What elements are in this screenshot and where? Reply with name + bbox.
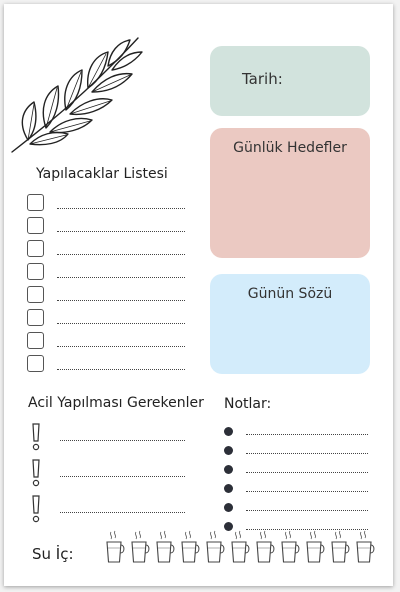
bullet-icon xyxy=(224,484,233,493)
todo-row[interactable] xyxy=(27,286,187,304)
water-cup-icon[interactable] xyxy=(157,531,174,562)
water-cup-icon[interactable] xyxy=(232,531,249,562)
todo-row[interactable] xyxy=(27,194,187,212)
exclamation-icon xyxy=(30,494,42,524)
checkbox-icon[interactable] xyxy=(27,263,44,280)
exclamation-icon xyxy=(30,458,42,488)
todo-line[interactable] xyxy=(57,323,185,324)
note-row[interactable] xyxy=(224,463,374,477)
todo-row[interactable] xyxy=(27,332,187,350)
leaf-branch-icon xyxy=(8,28,148,158)
todo-row[interactable] xyxy=(27,309,187,327)
todo-row[interactable] xyxy=(27,217,187,235)
bullet-icon xyxy=(224,465,233,474)
note-row[interactable] xyxy=(224,444,374,458)
urgent-row[interactable] xyxy=(30,494,190,524)
todo-line[interactable] xyxy=(57,369,185,370)
note-row[interactable] xyxy=(224,501,374,515)
water-cup-icon[interactable] xyxy=(307,531,324,562)
todo-row[interactable] xyxy=(27,240,187,258)
note-line[interactable] xyxy=(246,434,368,435)
checkbox-icon[interactable] xyxy=(27,355,44,372)
checkbox-icon[interactable] xyxy=(27,286,44,303)
water-cup-icon[interactable] xyxy=(332,531,349,562)
note-row[interactable] xyxy=(224,425,374,439)
date-box[interactable] xyxy=(210,46,370,116)
quote-of-day-label: Günün Sözü xyxy=(247,286,333,302)
urgent-row[interactable] xyxy=(30,458,190,488)
water-cup-icon[interactable] xyxy=(207,531,224,562)
note-line[interactable] xyxy=(246,510,368,511)
note-line[interactable] xyxy=(246,472,368,473)
bullet-icon xyxy=(224,503,233,512)
water-cup-icon[interactable] xyxy=(357,531,374,562)
todo-line[interactable] xyxy=(57,346,185,347)
todo-line[interactable] xyxy=(57,231,185,232)
urgent-tasks-title: Acil Yapılması Gerekenler xyxy=(28,395,204,411)
water-cup-icon[interactable] xyxy=(107,531,124,562)
daily-goals-label: Günlük Hedefler xyxy=(233,140,347,156)
todo-line[interactable] xyxy=(57,208,185,209)
todo-row[interactable] xyxy=(27,355,187,373)
urgent-line[interactable] xyxy=(60,476,185,477)
water-cup-icon[interactable] xyxy=(182,531,199,562)
todo-line[interactable] xyxy=(57,277,185,278)
todo-row[interactable] xyxy=(27,263,187,281)
checkbox-icon[interactable] xyxy=(27,240,44,257)
planner-sheet xyxy=(4,4,393,586)
todo-list-title: Yapılacaklar Listesi xyxy=(36,166,168,182)
date-label: Tarih: xyxy=(242,70,283,88)
water-tracker-label: Su İç: xyxy=(32,545,74,563)
urgent-row[interactable] xyxy=(30,422,190,452)
todo-line[interactable] xyxy=(57,254,185,255)
quote-of-day-box[interactable] xyxy=(210,274,370,374)
exclamation-icon xyxy=(30,422,42,452)
water-cup-icon[interactable] xyxy=(282,531,299,562)
checkbox-icon[interactable] xyxy=(27,309,44,326)
urgent-line[interactable] xyxy=(60,440,185,441)
todo-line[interactable] xyxy=(57,300,185,301)
urgent-line[interactable] xyxy=(60,512,185,513)
checkbox-icon[interactable] xyxy=(27,194,44,211)
bullet-icon xyxy=(224,427,233,436)
daily-goals-box[interactable] xyxy=(210,128,370,258)
bullet-icon xyxy=(224,446,233,455)
checkbox-icon[interactable] xyxy=(27,332,44,349)
notes-title: Notlar: xyxy=(224,396,272,412)
checkbox-icon[interactable] xyxy=(27,217,44,234)
note-row[interactable] xyxy=(224,482,374,496)
note-line[interactable] xyxy=(246,491,368,492)
water-cup-icon[interactable] xyxy=(257,531,274,562)
water-cup-icon[interactable] xyxy=(132,531,149,562)
note-line[interactable] xyxy=(246,453,368,454)
water-tracker xyxy=(104,530,379,570)
